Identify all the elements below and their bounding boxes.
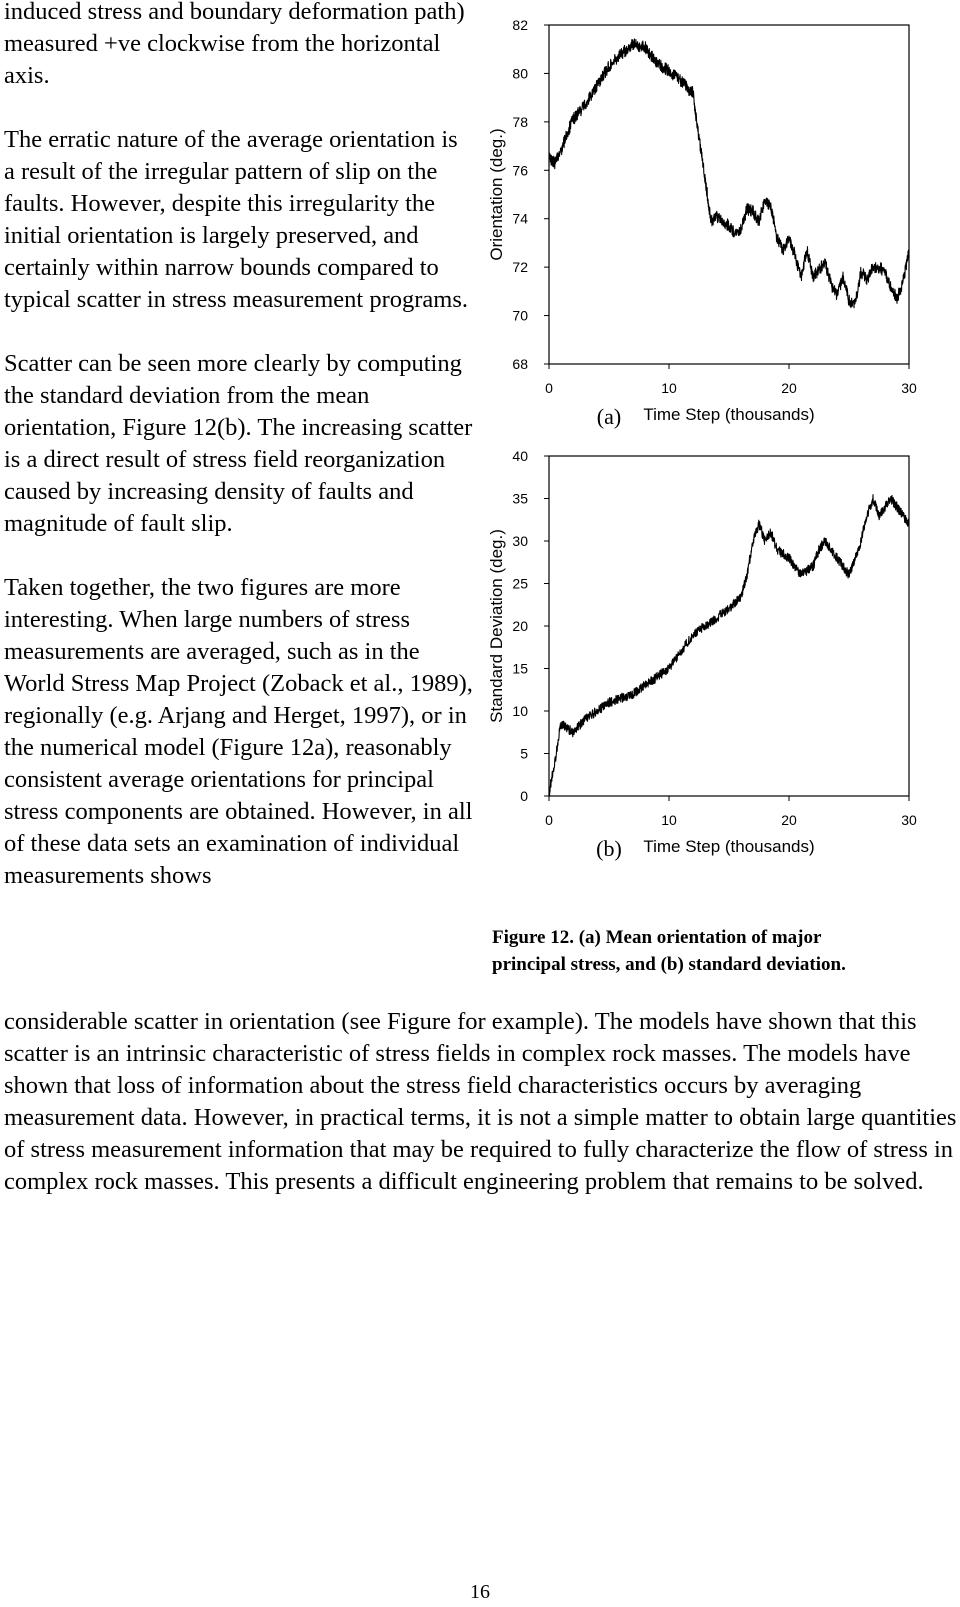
x-tick-label: 30 <box>901 812 917 828</box>
y-tick-label: 74 <box>512 210 528 227</box>
y-axis-title: Standard Deviation (deg.) <box>487 529 506 723</box>
y-tick-label: 70 <box>512 307 528 324</box>
x-axis-title: Time Step (thousands) <box>643 837 815 856</box>
y-tick-label: 76 <box>512 162 528 179</box>
paragraph-erratic-orientation: The erratic nature of the average orientation is a result of the irregular pattern of slip on the faults. However, despite this irregularity the initial orientation is largely preserved, and certainly within narrow bounds compared to typical scatter in stress measurement programs. <box>4 126 468 313</box>
left-text-column <box>4 0 474 892</box>
panel-label: (b) <box>596 836 622 861</box>
x-tick-label: 10 <box>661 380 677 396</box>
caption-line-1: Figure 12. (a) Mean orientation of major <box>492 927 822 948</box>
y-tick-label: 20 <box>512 618 528 634</box>
paragraph-scatter: Scatter can be seen more clearly by computing the standard deviation from the mean orientation, Figure 12(b). The increasing scatter is a direct result of stress field reorganization caused by increasing density of faults and magnitude of fault slip. <box>4 350 473 537</box>
y-tick-label: 10 <box>512 703 528 719</box>
figure-caption <box>492 924 952 978</box>
y-tick-label: 82 <box>512 17 528 33</box>
chart-mean-orientation <box>480 0 960 430</box>
y-tick-label: 80 <box>512 65 528 82</box>
y-tick-label: 0 <box>520 788 528 804</box>
y-axis-title: Orientation (deg.) <box>487 128 506 261</box>
y-tick-label: 78 <box>512 113 528 130</box>
page-number: 16 <box>470 1581 490 1603</box>
figure-12 <box>480 0 960 980</box>
x-tick-label: 20 <box>781 812 797 828</box>
paragraph-continuation: considerable scatter in orientation (see Figure for example). The models have shown that this scatter is an intrinsic characteristic of stress fields in complex rock masses. The models have shown that loss of information about the stress field characteristics occurs by averaging measurement data. However, in practical terms, it is not a simple matter to obtain large quantities of stress measurement information that may be required to fully characterize the flow of stress in complex rock masses. This presents a difficult engineering problem that remains to be solved. <box>4 1008 957 1195</box>
y-tick-label: 40 <box>512 448 528 464</box>
y-tick-label: 35 <box>512 490 528 507</box>
full-width-text <box>4 1006 958 1198</box>
x-tick-label: 20 <box>781 380 797 396</box>
y-tick-label: 15 <box>512 660 528 677</box>
caption-line-2: principal stress, and (b) standard deviation. <box>492 954 846 975</box>
paragraph-taken-together: Taken together, the two figures are more interesting. When large numbers of stress measurements are averaged, such as in the World Stress Map Project (Zoback et al., 1989), regionally (e.g. Arjang and Herget, 1997), or in the numerical model (Figure 12a), reasonably consistent average orientations for principal stress components are obtained. However, in all of these data sets an examination of individual measurements shows <box>4 574 473 889</box>
x-axis-title: Time Step (thousands) <box>643 405 815 424</box>
panel-label: (a) <box>596 404 622 429</box>
data-series-line <box>549 39 909 308</box>
x-tick-label: 0 <box>545 380 553 396</box>
x-tick-label: 10 <box>661 812 677 828</box>
y-tick-label: 30 <box>512 533 528 549</box>
y-tick-label: 72 <box>512 259 528 276</box>
plot-frame <box>549 456 909 796</box>
y-tick-label: 68 <box>512 356 528 372</box>
chart-standard-deviation <box>480 440 960 880</box>
x-tick-label: 0 <box>545 812 553 828</box>
x-tick-label: 30 <box>901 380 917 396</box>
y-tick-label: 5 <box>520 745 528 762</box>
data-series-line <box>549 495 909 796</box>
paragraph-intro: induced stress and boundary deformation path) measured +ve clockwise from the horizontal axis. <box>4 0 465 89</box>
y-tick-label: 25 <box>512 575 528 592</box>
